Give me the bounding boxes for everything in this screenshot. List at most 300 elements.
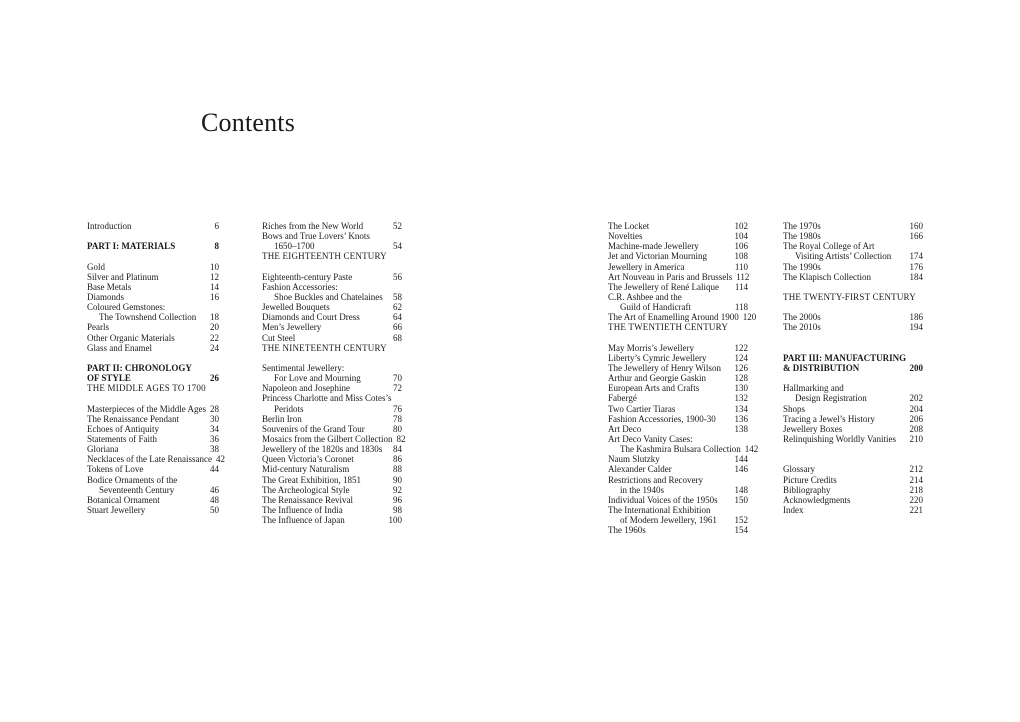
toc-entry: [783, 495, 923, 505]
toc-page-number: 30: [210, 413, 219, 424]
toc-entry: [608, 434, 748, 444]
toc-page-number: 50: [210, 504, 219, 515]
toc-page-number: 142: [744, 444, 759, 455]
toc-entry-title: Gold: [87, 261, 105, 272]
toc-page-number: 64: [393, 312, 402, 323]
toc-entry-title: Men’s Jewellery: [262, 322, 322, 333]
toc-entry-title: Diamonds: [87, 291, 124, 302]
toc-column-3: [608, 221, 759, 536]
toc-entry-title: Tracing a Jewel’s History: [783, 413, 875, 424]
toc-page-number: 96: [393, 494, 402, 505]
toc-entry-title: Picture Credits: [783, 474, 837, 485]
toc-page-number: 118: [734, 302, 748, 313]
toc-entry: [262, 282, 402, 292]
toc-entry-title: Art Deco: [608, 423, 642, 434]
toc-entry-title: The Townshend Collection: [99, 312, 197, 323]
toc-entry-title: of Modern Jewellery, 1961: [620, 515, 717, 526]
toc-spacer: [87, 231, 219, 241]
toc-entry: [87, 221, 219, 231]
toc-entry: [87, 495, 219, 505]
toc-column-2: [262, 221, 406, 526]
toc-page-number: 10: [210, 261, 219, 272]
toc-entry: [608, 495, 748, 505]
toc-entry: [262, 221, 402, 231]
toc-entry-title: Berlin Iron: [262, 413, 302, 424]
toc-page-number: 80: [393, 423, 402, 434]
toc-entry: [608, 373, 748, 383]
toc-entry-title: Art Deco Vanity Cases:: [608, 433, 693, 444]
toc-entry-title: Queen Victoria’s Coronet: [262, 454, 354, 465]
toc-entry: [87, 454, 225, 465]
toc-entry: [87, 444, 219, 454]
toc-spacer: [783, 454, 923, 464]
toc-page-number: 114: [734, 281, 748, 292]
toc-entry: [87, 282, 219, 292]
toc-spacer: [87, 251, 219, 261]
toc-entry-title: Fashion Accessories:: [262, 281, 338, 292]
toc-entry: [262, 231, 402, 241]
toc-page-number: 218: [909, 484, 923, 495]
toc-entry: [87, 333, 219, 343]
toc-entry: [608, 505, 748, 515]
toc-page-number: 108: [734, 251, 748, 262]
toc-page-number: 48: [210, 494, 219, 505]
toc-page-number: 126: [734, 362, 748, 373]
toc-entry: [783, 322, 923, 332]
page-title: Contents: [201, 108, 296, 137]
toc-entry: [608, 525, 748, 535]
toc-entry-title: Echoes of Antiquity: [87, 423, 159, 434]
toc-entry: [87, 505, 219, 515]
toc-entry: [608, 312, 757, 323]
toc-entry: [783, 414, 923, 424]
toc-page-number: 214: [909, 474, 923, 485]
toc-entry-title: Coloured Gemstones:: [87, 302, 166, 313]
toc-page-number: 154: [734, 525, 748, 536]
toc-entry-title: May Morris’s Jewellery: [608, 342, 694, 353]
toc-entry-title: & DISTRIBUTION: [783, 362, 860, 373]
toc-page-number: 206: [909, 413, 923, 424]
toc-spacer: [608, 333, 748, 343]
toc-entry: [87, 272, 219, 282]
toc-entry-title: Glass and Enamel: [87, 342, 152, 353]
toc-entry: [262, 322, 402, 332]
toc-page-number: 152: [734, 515, 748, 526]
toc-part-heading: [783, 353, 923, 363]
toc-entry: [783, 404, 923, 414]
toc-entry-title: Princess Charlotte and Miss Cotes’s: [262, 393, 392, 404]
toc-entry: [87, 404, 219, 414]
toc-section-heading: [608, 322, 748, 332]
toc-entry-title: Diamonds and Court Dress: [262, 312, 360, 323]
toc-entry-title: Sentimental Jewellery:: [262, 362, 345, 373]
toc-entry: [608, 282, 748, 292]
toc-part-heading: [783, 363, 923, 373]
toc-entry: [87, 343, 219, 353]
toc-entry-title: The Jewellery of Henry Wilson: [608, 362, 721, 373]
toc-entry: [262, 312, 402, 322]
toc-entry-title: C.R. Ashbee and the: [608, 291, 682, 302]
toc-section-heading: [262, 343, 402, 353]
toc-entry-title: The Archeological Style: [262, 484, 350, 495]
toc-page-number: 184: [909, 271, 923, 282]
toc-entry: [87, 475, 219, 485]
toc-entry-title: Statements of Faith: [87, 433, 157, 444]
toc-page-number: 38: [210, 444, 219, 455]
toc-entry-title: Fabergé: [608, 393, 637, 404]
toc-entry-title: Naum Slutzky: [608, 454, 660, 465]
toc-entry-title: in the 1940s: [620, 484, 664, 495]
toc-entry-title: The 1960s: [608, 525, 646, 536]
toc-entry-title: Jewellery Boxes: [783, 423, 843, 434]
toc-entry-title: The 1990s: [783, 261, 821, 272]
toc-entry: [262, 433, 406, 444]
toc-spacer: [783, 373, 923, 383]
toc-entry: [262, 454, 402, 464]
toc-entry-title: THE MIDDLE AGES TO 1700: [87, 383, 206, 394]
toc-page-number: 150: [734, 494, 748, 505]
toc-entry: [262, 383, 402, 393]
toc-page-number: 146: [734, 464, 748, 475]
toc-page-number: 130: [734, 383, 748, 394]
toc-page-number: 194: [909, 322, 923, 333]
toc-entry-title: Mosaics from the Gilbert Collection: [262, 433, 393, 444]
toc-entry: [262, 404, 402, 414]
toc-entry-title: Napoleon and Josephine: [262, 383, 350, 394]
toc-entry: [783, 221, 923, 231]
toc-page-number: 212: [909, 464, 923, 475]
toc-page-number: 138: [734, 423, 748, 434]
toc-entry-title: Seventeenth Century: [99, 484, 175, 495]
toc-entry: [87, 485, 219, 495]
toc-entry: [87, 292, 219, 302]
toc-entry: [87, 434, 219, 444]
toc-entry-title: 1650–1700: [274, 241, 315, 252]
toc-entry: [87, 414, 219, 424]
toc-page-number: 82: [396, 433, 406, 444]
toc-entry-title: Base Metals: [87, 281, 132, 292]
toc-entry-title: THE TWENTY-FIRST CENTURY: [783, 291, 916, 302]
toc-entry-title: Shops: [783, 403, 806, 414]
toc-entry-title: The International Exhibition: [608, 504, 711, 515]
toc-entry: [608, 393, 748, 403]
toc-entry: [608, 485, 748, 495]
toc-entry: [783, 272, 923, 282]
toc-entry-title: Index: [783, 504, 804, 515]
toc-page-number: 174: [909, 251, 923, 262]
toc-entry: [262, 495, 402, 505]
toc-entry: [783, 251, 923, 261]
toc-entry: [608, 414, 748, 424]
toc-entry: [608, 363, 748, 373]
toc-page-number: 92: [393, 484, 402, 495]
right-page: [510, 12, 1008, 710]
toc-page-number: 56: [393, 271, 402, 282]
toc-entry-title: Jewellery of the 1820s and 1830s: [262, 444, 383, 455]
toc-column-4: [783, 221, 923, 515]
toc-entry: [608, 353, 748, 363]
toc-entry-title: Pearls: [87, 322, 109, 333]
toc-page-number: 58: [393, 291, 402, 302]
toc-entry-title: PART I: MATERIALS: [87, 241, 176, 252]
toc-entry-title: Liberty’s Cymric Jewellery: [608, 352, 707, 363]
toc-entry-title: Tokens of Love: [87, 464, 144, 475]
toc-column-1: [87, 221, 225, 515]
toc-entry: [783, 424, 923, 434]
toc-entry: [87, 312, 219, 322]
toc-page-number: 120: [742, 312, 757, 323]
toc-entry-title: Peridots: [274, 403, 304, 414]
toc-entry-title: Silver and Platinum: [87, 271, 159, 282]
toc-entry: [87, 262, 219, 272]
toc-page-number: 44: [210, 464, 219, 475]
toc-page-number: 78: [393, 413, 402, 424]
toc-spacer: [783, 444, 923, 454]
toc-entry-title: THE NINETEENTH CENTURY: [262, 342, 387, 353]
toc-page-number: 112: [736, 271, 750, 282]
toc-page-number: 166: [909, 231, 923, 242]
toc-entry-title: The Influence of India: [262, 504, 343, 515]
toc-entry: [783, 475, 923, 485]
toc-spacer: [783, 333, 923, 343]
toc-entry-title: Shoe Buckles and Chatelaines: [274, 291, 383, 302]
toc-entry-title: Fashion Accessories, 1900-30: [608, 413, 716, 424]
toc-entry-title: Guild of Handicraft: [620, 302, 691, 313]
toc-entry-title: Individual Voices of the 1950s: [608, 494, 718, 505]
toc-page-number: 52: [393, 221, 402, 231]
toc-page-number: 160: [909, 221, 923, 231]
toc-entry-title: Acknowledgments: [783, 494, 851, 505]
toc-entry: [262, 292, 402, 302]
toc-page-number: 16: [210, 291, 219, 302]
toc-entry: [262, 373, 402, 383]
toc-entry-title: The 1980s: [783, 231, 821, 242]
toc-entry: [87, 464, 219, 474]
toc-entry: [262, 241, 402, 251]
toc-entry-title: European Arts and Crafts: [608, 383, 700, 394]
toc-entry-title: Necklaces of the Late Renaissance: [87, 454, 212, 465]
toc-entry-title: The Kashmira Bulsara Collection: [620, 444, 741, 455]
toc-entry-title: The Locket: [608, 221, 650, 231]
toc-spacer: [783, 302, 923, 312]
toc-section-heading: [262, 251, 402, 261]
toc-entry-title: Riches from the New World: [262, 221, 364, 231]
toc-part-heading: [87, 363, 219, 373]
toc-page-number: 72: [393, 383, 402, 394]
toc-entry-title: The Jewellery of René Lalique: [608, 281, 719, 292]
toc-entry-title: The 2010s: [783, 322, 821, 333]
toc-section-heading: [87, 383, 219, 393]
toc-entry: [262, 485, 402, 495]
toc-page-number: 46: [210, 484, 219, 495]
toc-entry-title: PART III: MANUFACTURING: [783, 352, 907, 363]
toc-entry: [608, 444, 759, 455]
toc-entry: [608, 343, 748, 353]
toc-page-number: 202: [909, 393, 923, 404]
toc-spacer: [87, 393, 219, 403]
toc-entry-title: The 1970s: [783, 221, 821, 231]
toc-entry-title: Masterpieces of the Middle Ages: [87, 403, 206, 414]
toc-page-number: 90: [393, 474, 402, 485]
toc-page-number: 200: [909, 362, 923, 373]
toc-entry-title: Jet and Victorian Mourning: [608, 251, 708, 262]
toc-page-number: 86: [393, 454, 402, 465]
toc-page-number: 106: [734, 241, 748, 252]
toc-entry: [608, 464, 748, 474]
toc-entry: [608, 272, 748, 282]
toc-entry-title: Two Cartier Tiaras: [608, 403, 676, 414]
toc-entry-title: Visiting Artists’ Collection: [795, 251, 892, 262]
toc-page-number: 66: [393, 322, 402, 333]
toc-spacer: [262, 353, 402, 363]
toc-page-number: 110: [734, 261, 748, 272]
toc-entry-title: Glossary: [783, 464, 815, 475]
toc-part-heading: [87, 241, 219, 251]
toc-entry: [262, 302, 402, 312]
toc-entry-title: The Royal College of Art: [783, 241, 875, 252]
toc-entry-title: Bows and True Lovers’ Knots: [262, 231, 370, 242]
toc-spacer: [783, 343, 923, 353]
toc-entry-title: The Klapisch Collection: [783, 271, 871, 282]
toc-entry: [783, 312, 923, 322]
toc-page-number: 102: [734, 221, 748, 231]
toc-entry-title: Design Registration: [795, 393, 867, 404]
toc-entry: [87, 424, 219, 434]
toc-part-heading: [87, 373, 219, 383]
toc-entry: [608, 262, 748, 272]
toc-page-number: 36: [210, 433, 219, 444]
toc-page-number: 20: [210, 322, 219, 333]
toc-entry: [262, 464, 402, 474]
toc-entry: [608, 302, 748, 312]
toc-entry: [783, 434, 923, 444]
toc-entry-title: Alexander Calder: [608, 464, 672, 475]
toc-page-number: 62: [393, 302, 402, 313]
toc-entry-title: Relinquishing Worldly Vanities: [783, 433, 896, 444]
toc-page-number: 6: [214, 221, 219, 231]
toc-entry: [608, 424, 748, 434]
toc-page-number: 124: [734, 352, 748, 363]
toc-page-number: 24: [210, 342, 219, 353]
toc-entry-title: Novelties: [608, 231, 643, 242]
toc-entry: [262, 444, 402, 454]
toc-entry-title: Eighteenth-century Paste: [262, 271, 353, 282]
toc-entry-title: Bodice Ornaments of the: [87, 474, 178, 485]
toc-entry-title: Botanical Ornament: [87, 494, 160, 505]
toc-entry: [608, 292, 748, 302]
toc-entry-title: For Love and Mourning: [274, 373, 361, 384]
toc-entry: [608, 241, 748, 251]
toc-entry: [783, 485, 923, 495]
toc-entry: [262, 475, 402, 485]
toc-page-number: 128: [734, 373, 748, 384]
toc-entry: [262, 333, 402, 343]
toc-page-number: 22: [210, 332, 219, 343]
toc-entry-title: Restrictions and Recovery: [608, 474, 703, 485]
toc-page-number: 84: [393, 444, 402, 455]
toc-entry: [608, 221, 748, 231]
toc-page-number: 210: [909, 433, 923, 444]
toc-page-number: 100: [388, 515, 402, 526]
toc-entry: [783, 464, 923, 474]
toc-entry: [262, 272, 402, 282]
toc-entry-title: Souvenirs of the Grand Tour: [262, 423, 365, 434]
toc-entry-title: Other Organic Materials: [87, 332, 175, 343]
toc-entry-title: The 2000s: [783, 312, 821, 323]
toc-page-number: 68: [393, 332, 402, 343]
toc-entry: [87, 322, 219, 332]
toc-entry: [262, 505, 402, 515]
toc-page-number: 54: [393, 241, 402, 252]
toc-entry: [262, 363, 402, 373]
toc-entry-title: THE EIGHTEENTH CENTURY: [262, 251, 387, 262]
toc-entry: [783, 393, 923, 403]
toc-entry-title: Gloriana: [87, 444, 119, 455]
toc-entry: [262, 424, 402, 434]
toc-page-number: 88: [393, 464, 402, 475]
toc-section-heading: [783, 292, 923, 302]
toc-entry-title: The Great Exhibition, 1851: [262, 474, 361, 485]
toc-page-number: 204: [909, 403, 923, 414]
toc-page-number: 76: [393, 403, 402, 414]
toc-entry-title: Arthur and Georgie Gaskin: [608, 373, 707, 384]
toc-entry-title: Mid-century Naturalism: [262, 464, 350, 475]
toc-entry: [783, 231, 923, 241]
toc-page-number: 144: [734, 454, 748, 465]
toc-page-number: 14: [210, 281, 219, 292]
toc-entry: [608, 383, 748, 393]
toc-page-number: 28: [210, 403, 219, 414]
toc-entry: [608, 454, 748, 464]
toc-spacer: [262, 262, 402, 272]
toc-entry-title: Hallmarking and: [783, 383, 844, 394]
toc-entry-title: The Renaissance Revival: [262, 494, 353, 505]
toc-entry-title: The Art of Enamelling Around 1900: [608, 312, 739, 323]
toc-entry-title: Introduction: [87, 221, 132, 231]
toc-page-number: 136: [734, 413, 748, 424]
toc-entry: [262, 414, 402, 424]
toc-entry-title: Jewellery in America: [608, 261, 685, 272]
toc-entry: [783, 505, 923, 515]
toc-entry-title: Machine-made Jewellery: [608, 241, 699, 252]
toc-page-number: 42: [215, 454, 225, 465]
toc-page-number: 70: [393, 373, 402, 384]
toc-entry: [783, 383, 923, 393]
toc-entry-title: The Renaissance Pendant: [87, 413, 179, 424]
toc-entry-title: OF STYLE: [87, 373, 131, 384]
toc-entry-title: Stuart Jewellery: [87, 504, 146, 515]
toc-entry-title: PART II: CHRONOLOGY: [87, 362, 192, 373]
toc-page-number: 98: [393, 504, 402, 515]
toc-entry: [608, 404, 748, 414]
toc-entry: [262, 393, 402, 403]
toc-page-number: 122: [734, 342, 748, 353]
toc-entry-title: Art Nouveau in Paris and Brussels: [608, 271, 733, 282]
toc-entry: [608, 475, 748, 485]
toc-page-number: 132: [734, 393, 748, 404]
toc-page-number: 18: [210, 312, 219, 323]
toc-page-number: 134: [734, 403, 748, 414]
toc-entry-title: Jewelled Bouquets: [262, 302, 330, 313]
toc-entry-title: THE TWENTIETH CENTURY: [608, 322, 729, 333]
toc-entry-title: Bibliography: [783, 484, 831, 495]
toc-page-number: 104: [734, 231, 748, 242]
toc-entry-title: Cut Steel: [262, 332, 296, 343]
toc-entry: [783, 262, 923, 272]
toc-spacer: [783, 282, 923, 292]
toc-page-number: 220: [909, 494, 923, 505]
toc-entry: [87, 302, 219, 312]
